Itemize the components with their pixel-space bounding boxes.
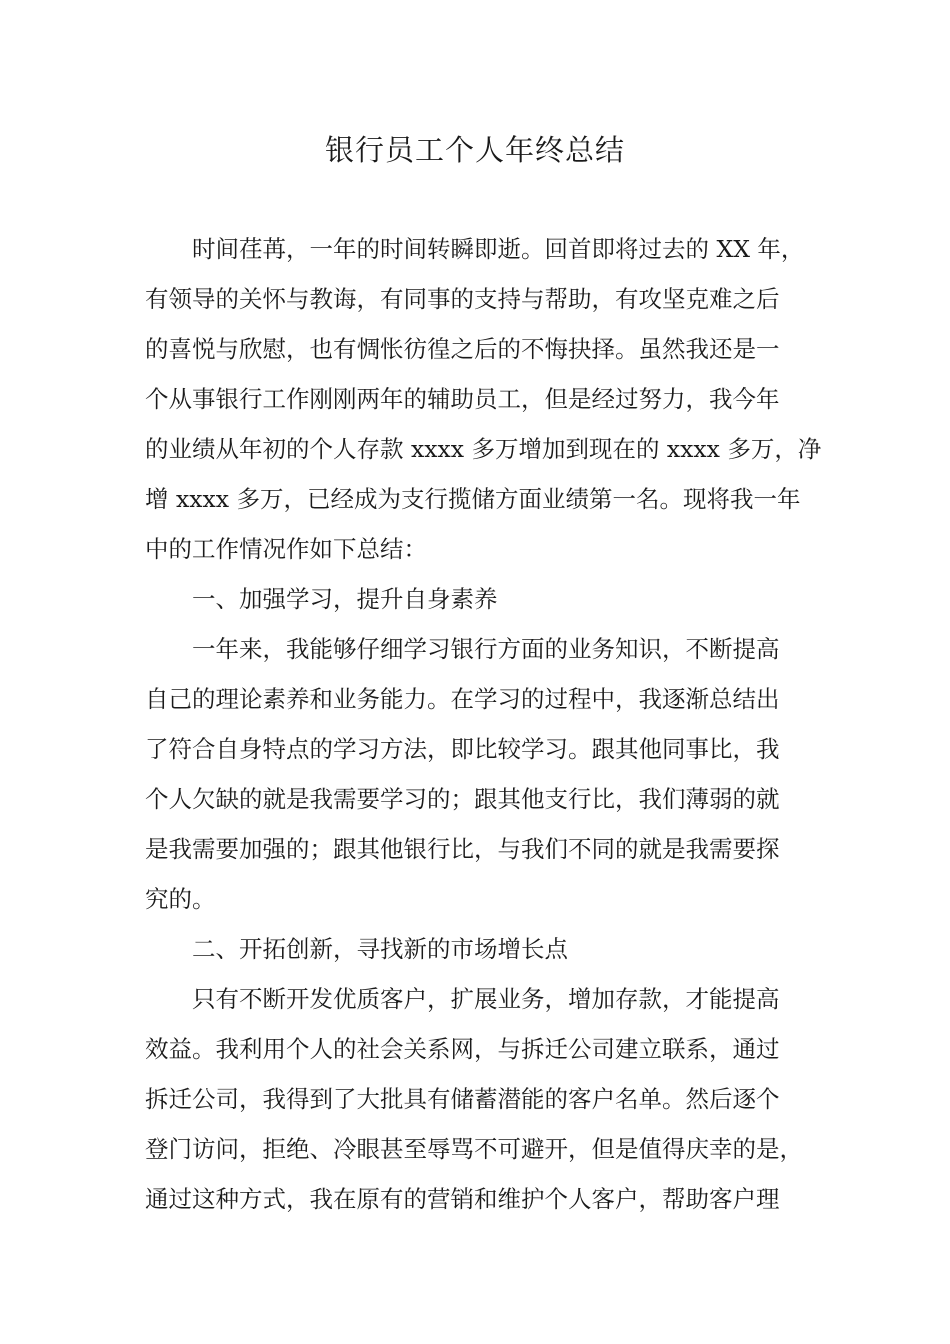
body-line: 通过这种方式，我在原有的营销和维护个人客户，帮助客户理: [145, 1185, 780, 1213]
body-line: 时间荏苒，一年的时间转瞬即逝。回首即将过去的 XX 年，: [192, 235, 805, 263]
body-line: 了符合自身特点的学习方法，即比较学习。跟其他同事比，我: [145, 735, 780, 763]
body-line: 自己的理论素养和业务能力。在学习的过程中，我逐渐总结出: [145, 685, 780, 713]
body-line: 一年来，我能够仔细学习银行方面的业务知识，不断提高: [192, 635, 780, 663]
body-line: 有领导的关怀与教诲，有同事的支持与帮助，有攻坚克难之后: [145, 285, 780, 313]
document-body: [145, 224, 822, 1224]
body-line: 登门访问，拒绝、冷眼甚至辱骂不可避开，但是值得庆幸的是，: [145, 1135, 803, 1163]
section-heading: 一、加强学习，提升自身素养: [192, 585, 498, 613]
section-heading: 二、开拓创新，寻找新的市场增长点: [192, 935, 568, 963]
body-line: 究的。: [145, 885, 216, 913]
body-line: 个人欠缺的就是我需要学习的；跟其他支行比，我们薄弱的就: [145, 785, 780, 813]
body-line: 的业绩从年初的个人存款 xxxx 多万增加到现在的 xxxx 多万，净: [145, 435, 822, 463]
document-title: 银行员工个人年终总结: [324, 133, 625, 167]
body-line: 个从事银行工作刚刚两年的辅助员工，但是经过努力，我今年: [145, 385, 780, 413]
body-line: 是我需要加强的；跟其他银行比，与我们不同的就是我需要探: [145, 835, 780, 863]
body-line: 的喜悦与欣慰，也有惆怅彷徨之后的不悔抉择。虽然我还是一: [145, 335, 780, 363]
body-line: 增 xxxx 多万，已经成为支行揽储方面业绩第一名。现将我一年: [145, 485, 801, 513]
body-line: 拆迁公司，我得到了大批具有储蓄潜能的客户名单。然后逐个: [145, 1085, 780, 1113]
body-line: 只有不断开发优质客户，扩展业务，增加存款，才能提高: [192, 985, 780, 1013]
body-line: 效益。我利用个人的社会关系网，与拆迁公司建立联系，通过: [145, 1035, 780, 1063]
body-line: 中的工作情况作如下总结：: [145, 535, 427, 563]
